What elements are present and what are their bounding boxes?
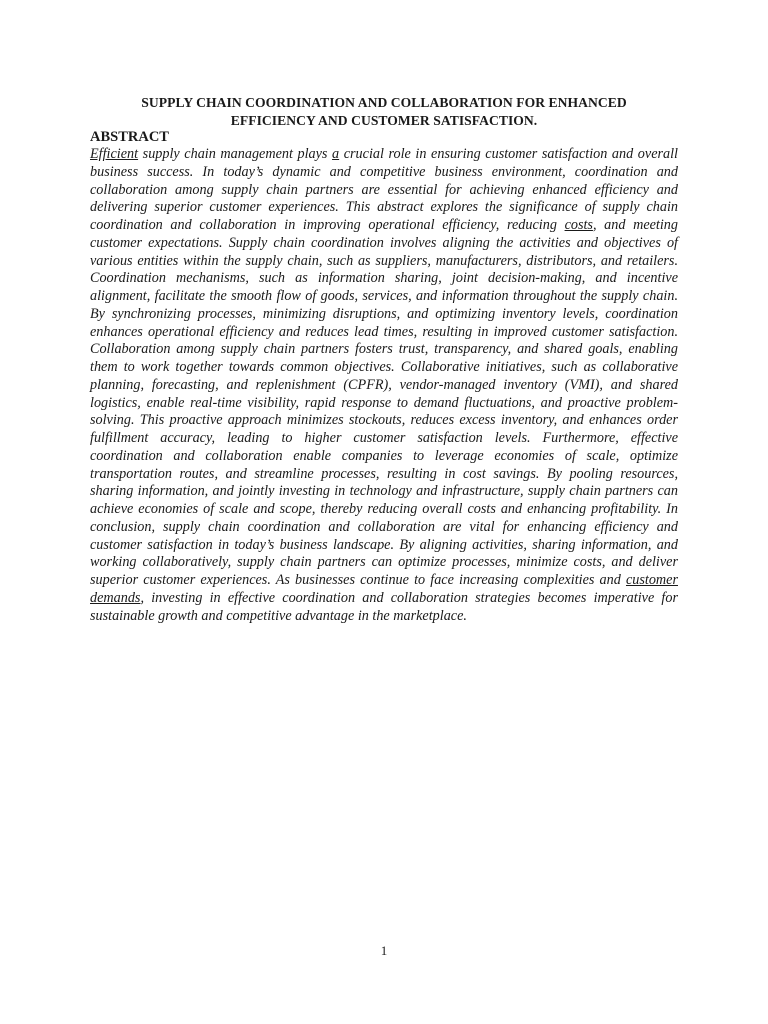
title-line-1: SUPPLY CHAIN COORDINATION AND COLLABORATION FOR ENHANCED [141,95,627,110]
abstract-text: , and meeting customer expectations. Supply chain coordination involves aligning the activities and objectives of various entities within the supply chain, such as suppliers, manufacturers, distributors, and retailers. Coordination mechanisms, such as information sharing, joint decision-making, and incentive alignment, facilitate the smooth flow of goods, services, and information throughout the supply chain. By synchronizing processes, minimizing disruptions, and optimizing inventory levels, coordination enhances operational efficiency and reduces lead times, resulting in improved customer satisfaction. Collaboration among supply chain partners fosters trust, transparency, and shared goals, enabling them to work together towards common objectives. Collaborative initiatives, such as collaborative planning, forecasting, and replenishment (CPFR), vendor-managed inventory (VMI), and shared logistics, enable real-time visibility, rapid response to demand fluctuations, and proactive problem-solving. This proactive approach minimizes stockouts, reduces excess inventory, and enhances order fulfillment accuracy, leading to higher customer satisfaction levels. Furthermore, effective coordination and collaboration enable companies to leverage economies of scale, optimize transportation routes, and streamline processes, resulting in cost savings. By pooling resources, sharing information, and jointly investing in technology and infrastructure, supply chain partners can achieve economies of scale and scope, thereby reducing overall costs and enhancing profitability. In conclusion, supply chain coordination and collaboration are vital for enhancing efficiency and customer satisfaction in today’s business landscape. By aligning activities, sharing information, and working collaboratively, supply chain partners can optimize processes, minimize costs, and deliver superior customer experiences. As businesses continue to face increasing complexities and [90,217,678,588]
abstract-text-underlined: a [332,146,340,162]
abstract-text: crucial role in ensuring customer satisfaction and overall business success. In today’s dynamic and competitive business environment, coordination and collaboration among supply chain partners are essential for achieving enhanced efficiency and delivering superior customer experiences. This abstract explores the significance of supply chain coordination and collaboration in improving operational efficiency, reducing [90,146,678,233]
document-title [90,94,678,129]
page-number: 1 [380,943,388,958]
section-heading-abstract: ABSTRACT [90,129,169,145]
abstract-text-underlined: costs [564,217,593,233]
abstract-text-underlined: customer demands [90,572,678,606]
abstract-paragraph [90,146,678,625]
abstract-text-underlined: Efficient [90,146,139,162]
abstract-text: , investing in effective coordination and collaboration strategies becomes imperative for sustainable growth and competitive advantage in the marketplace. [90,589,678,624]
title-line-2: EFFICIENCY AND CUSTOMER SATISFACTION. [230,112,538,128]
abstract-text: supply chain management plays [138,146,333,162]
